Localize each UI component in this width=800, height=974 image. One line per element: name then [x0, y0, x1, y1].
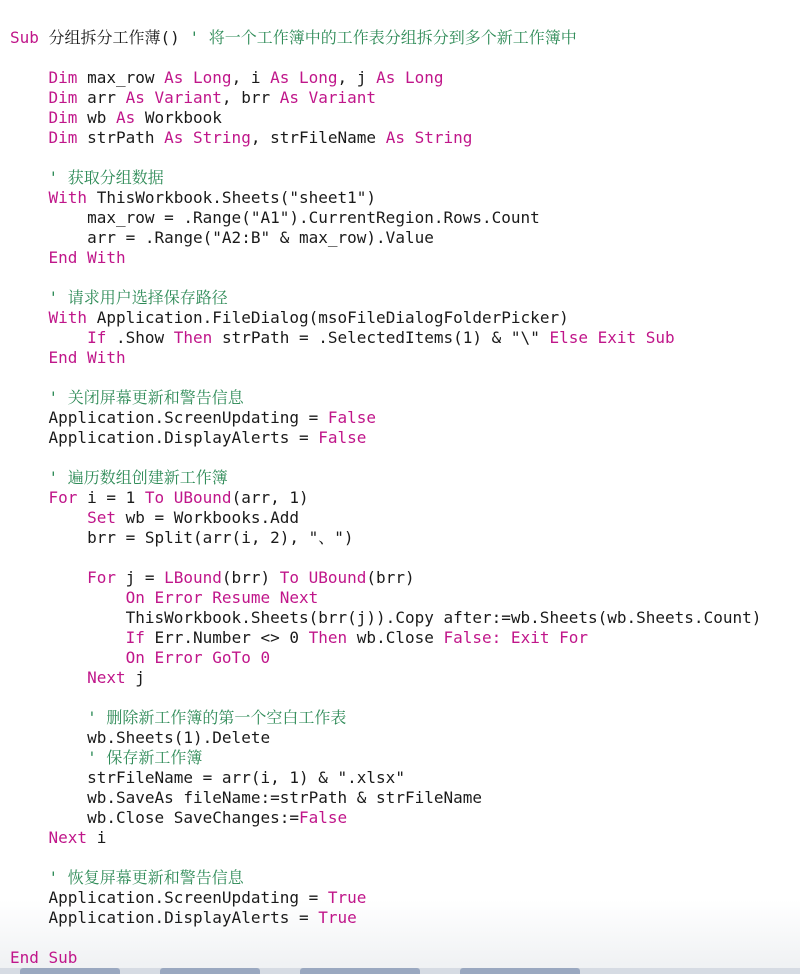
code-lines — [10, 28, 800, 968]
code-line[interactable] — [10, 688, 800, 708]
code-line[interactable] — [10, 48, 800, 68]
code-line[interactable] — [10, 788, 800, 808]
code-line[interactable] — [10, 928, 800, 948]
code-token: wb.Close — [356, 628, 444, 647]
code-line[interactable] — [10, 568, 800, 588]
keyword-token: End With — [48, 348, 126, 367]
code-line[interactable] — [10, 68, 800, 88]
keyword-token: Else Exit Sub — [549, 328, 675, 347]
keyword-token: On Error Resume Next — [125, 588, 319, 607]
keyword-token: Then — [173, 328, 222, 347]
code-token: wb.SaveAs fileName:=strPath & strFileName — [10, 788, 483, 807]
keyword-token: End With — [48, 248, 126, 267]
keyword-token: On Error GoTo 0 — [125, 648, 271, 667]
code-token — [10, 628, 126, 647]
code-line[interactable] — [10, 168, 800, 188]
code-token — [10, 168, 49, 187]
code-token: i — [96, 828, 107, 847]
keyword-token: If — [125, 628, 155, 647]
keyword-token: Next — [87, 668, 136, 687]
code-token: Application.ScreenUpdating = — [10, 408, 328, 427]
code-line[interactable] — [10, 668, 800, 688]
code-line[interactable] — [10, 248, 800, 268]
code-token: (brr) — [221, 568, 280, 587]
code-token: arr — [87, 88, 126, 107]
code-token — [10, 488, 49, 507]
code-line[interactable] — [10, 748, 800, 768]
keyword-token: As Long — [376, 68, 444, 87]
taskbar-tab[interactable] — [160, 968, 260, 974]
code-token — [10, 88, 49, 107]
keyword-token: Dim — [48, 128, 88, 147]
code-token: 分组拆分工作薄() — [48, 28, 190, 47]
code-token — [10, 348, 49, 367]
code-line[interactable] — [10, 608, 800, 628]
code-line[interactable] — [10, 528, 800, 548]
code-line[interactable] — [10, 768, 800, 788]
code-token — [10, 328, 87, 347]
code-token: Application.ScreenUpdating = — [10, 888, 328, 907]
code-line[interactable] — [10, 828, 800, 848]
code-token: .Show — [115, 328, 174, 347]
code-token — [10, 588, 126, 607]
code-line[interactable] — [10, 848, 800, 868]
taskbar-tab[interactable] — [300, 968, 420, 974]
code-token: (brr) — [366, 568, 415, 587]
code-token: arr = .Range("A2:B" & max_row).Value — [10, 228, 434, 247]
keyword-token: With — [48, 308, 97, 327]
code-token: max_row — [87, 68, 165, 87]
keyword-token: As Long — [270, 68, 338, 87]
keyword-token: False: Exit For — [443, 628, 588, 647]
code-line[interactable] — [10, 228, 800, 248]
code-token: max_row = .Range("A1").CurrentRegion.Rows.Count — [10, 208, 540, 227]
keyword-token: False — [298, 808, 348, 827]
code-token: Application.DisplayAlerts = — [10, 908, 319, 927]
code-token — [10, 108, 49, 127]
code-token — [10, 708, 87, 727]
code-token: (arr, 1) — [231, 488, 309, 507]
code-line[interactable] — [10, 548, 800, 568]
code-token: brr = Split(arr(i, 2), "、") — [10, 528, 354, 547]
code-token — [10, 468, 49, 487]
keyword-token: As String — [164, 128, 251, 147]
comment-token: ' 获取分组数据 — [48, 168, 164, 187]
code-token: strFileName = arr(i, 1) & ".xlsx" — [10, 768, 405, 787]
comment-token: ' 关闭屏幕更新和警告信息 — [48, 388, 244, 407]
code-line[interactable] — [10, 148, 800, 168]
code-token — [10, 248, 49, 267]
comment-token: ' 保存新工作簿 — [87, 748, 203, 767]
code-line[interactable] — [10, 288, 800, 308]
code-token: , i — [231, 68, 271, 87]
code-line[interactable] — [10, 628, 800, 648]
code-line[interactable] — [10, 888, 800, 908]
code-token: , brr — [221, 88, 280, 107]
taskbar-tab[interactable] — [460, 968, 580, 974]
keyword-token: To UBound — [144, 488, 232, 507]
code-line[interactable] — [10, 408, 800, 428]
code-token: strPath — [87, 128, 165, 147]
code-line[interactable] — [10, 368, 800, 388]
keyword-token: With — [48, 188, 97, 207]
keyword-token: Next — [48, 828, 97, 847]
code-line[interactable] — [10, 88, 800, 108]
code-token: , j — [337, 68, 377, 87]
code-line[interactable] — [10, 728, 800, 748]
code-token — [10, 68, 49, 87]
code-token — [10, 308, 49, 327]
comment-token: ' 删除新工作簿的第一个空白工作表 — [87, 708, 347, 727]
comment-token: ' 请求用户选择保存路径 — [48, 288, 228, 307]
code-line[interactable] — [10, 208, 800, 228]
code-line[interactable] — [10, 948, 800, 968]
code-token — [10, 288, 49, 307]
code-line[interactable] — [10, 488, 800, 508]
code-token: j — [135, 668, 145, 687]
keyword-token: Then — [308, 628, 357, 647]
code-line[interactable] — [10, 508, 800, 528]
code-token — [10, 828, 49, 847]
code-line[interactable] — [10, 188, 800, 208]
code-token: wb.Close SaveChanges:= — [10, 808, 299, 827]
keyword-token: As Variant — [125, 88, 222, 107]
keyword-token: True — [327, 888, 367, 907]
code-token — [10, 668, 87, 687]
code-token: wb = Workbooks.Add — [125, 508, 299, 527]
code-line[interactable] — [10, 328, 800, 348]
code-line[interactable] — [10, 808, 800, 828]
code-token — [10, 388, 49, 407]
code-token: ThisWorkbook.Sheets(brr(j)).Copy after:=wb.Sheets(wb.Sheets.Count) — [10, 608, 762, 627]
keyword-token: As String — [385, 128, 473, 147]
code-line[interactable] — [10, 448, 800, 468]
code-line[interactable] — [10, 468, 800, 488]
code-line[interactable] — [10, 648, 800, 668]
code-line[interactable] — [10, 908, 800, 928]
code-line[interactable] — [10, 128, 800, 148]
code-token: Application.FileDialog(msoFileDialogFolderPicker) — [96, 308, 569, 327]
code-token: ThisWorkbook.Sheets("sheet1") — [96, 188, 377, 207]
keyword-token: For — [48, 488, 88, 507]
code-token: , strFileName — [250, 128, 386, 147]
comment-token: ' 恢复屏幕更新和警告信息 — [48, 868, 244, 887]
code-line[interactable] — [10, 28, 800, 48]
code-token: wb.Sheets(1).Delete — [10, 728, 271, 747]
keyword-token: Dim — [48, 108, 88, 127]
code-token — [10, 508, 87, 527]
keyword-token: If — [87, 328, 116, 347]
keyword-token: End Sub — [10, 948, 78, 967]
code-token — [10, 188, 49, 207]
code-token: wb — [87, 108, 116, 127]
code-line[interactable] — [10, 268, 800, 288]
code-token — [10, 868, 49, 887]
keyword-token: Dim — [48, 88, 88, 107]
keyword-token: Dim — [48, 68, 88, 87]
code-token — [10, 648, 126, 667]
code-line[interactable] — [10, 348, 800, 368]
code-line[interactable] — [10, 428, 800, 448]
code-line[interactable] — [10, 388, 800, 408]
code-line[interactable] — [10, 868, 800, 888]
code-line[interactable] — [10, 708, 800, 728]
keyword-token: Sub — [10, 28, 49, 47]
code-token: j = — [125, 568, 165, 587]
keyword-token: False — [327, 408, 377, 427]
code-line[interactable] — [10, 588, 800, 608]
code-token: Application.DisplayAlerts = — [10, 428, 319, 447]
code-token — [10, 568, 87, 587]
keyword-token: As Variant — [279, 88, 377, 107]
keyword-token: As Long — [164, 68, 232, 87]
code-line[interactable] — [10, 108, 800, 128]
keyword-token: LBound — [164, 568, 222, 587]
code-token: Workbook — [144, 108, 222, 127]
keyword-token: As — [115, 108, 145, 127]
keyword-token: To UBound — [279, 568, 367, 587]
code-token: i = 1 — [87, 488, 145, 507]
keyword-token: True — [318, 908, 357, 927]
code-line[interactable] — [10, 308, 800, 328]
keyword-token: Set — [87, 508, 126, 527]
keyword-token: False — [318, 428, 367, 447]
code-token: strPath = .SelectedItems(1) & "\" — [221, 328, 550, 347]
code-token: Err.Number <> 0 — [154, 628, 309, 647]
code-token — [10, 748, 87, 767]
comment-token: ' 将一个工作簿中的工作表分组拆分到多个新工作簿中 — [189, 28, 577, 47]
taskbar-tab[interactable] — [20, 968, 120, 974]
code-token — [10, 128, 49, 147]
keyword-token: For — [87, 568, 126, 587]
comment-token: ' 遍历数组创建新工作簿 — [48, 468, 228, 487]
